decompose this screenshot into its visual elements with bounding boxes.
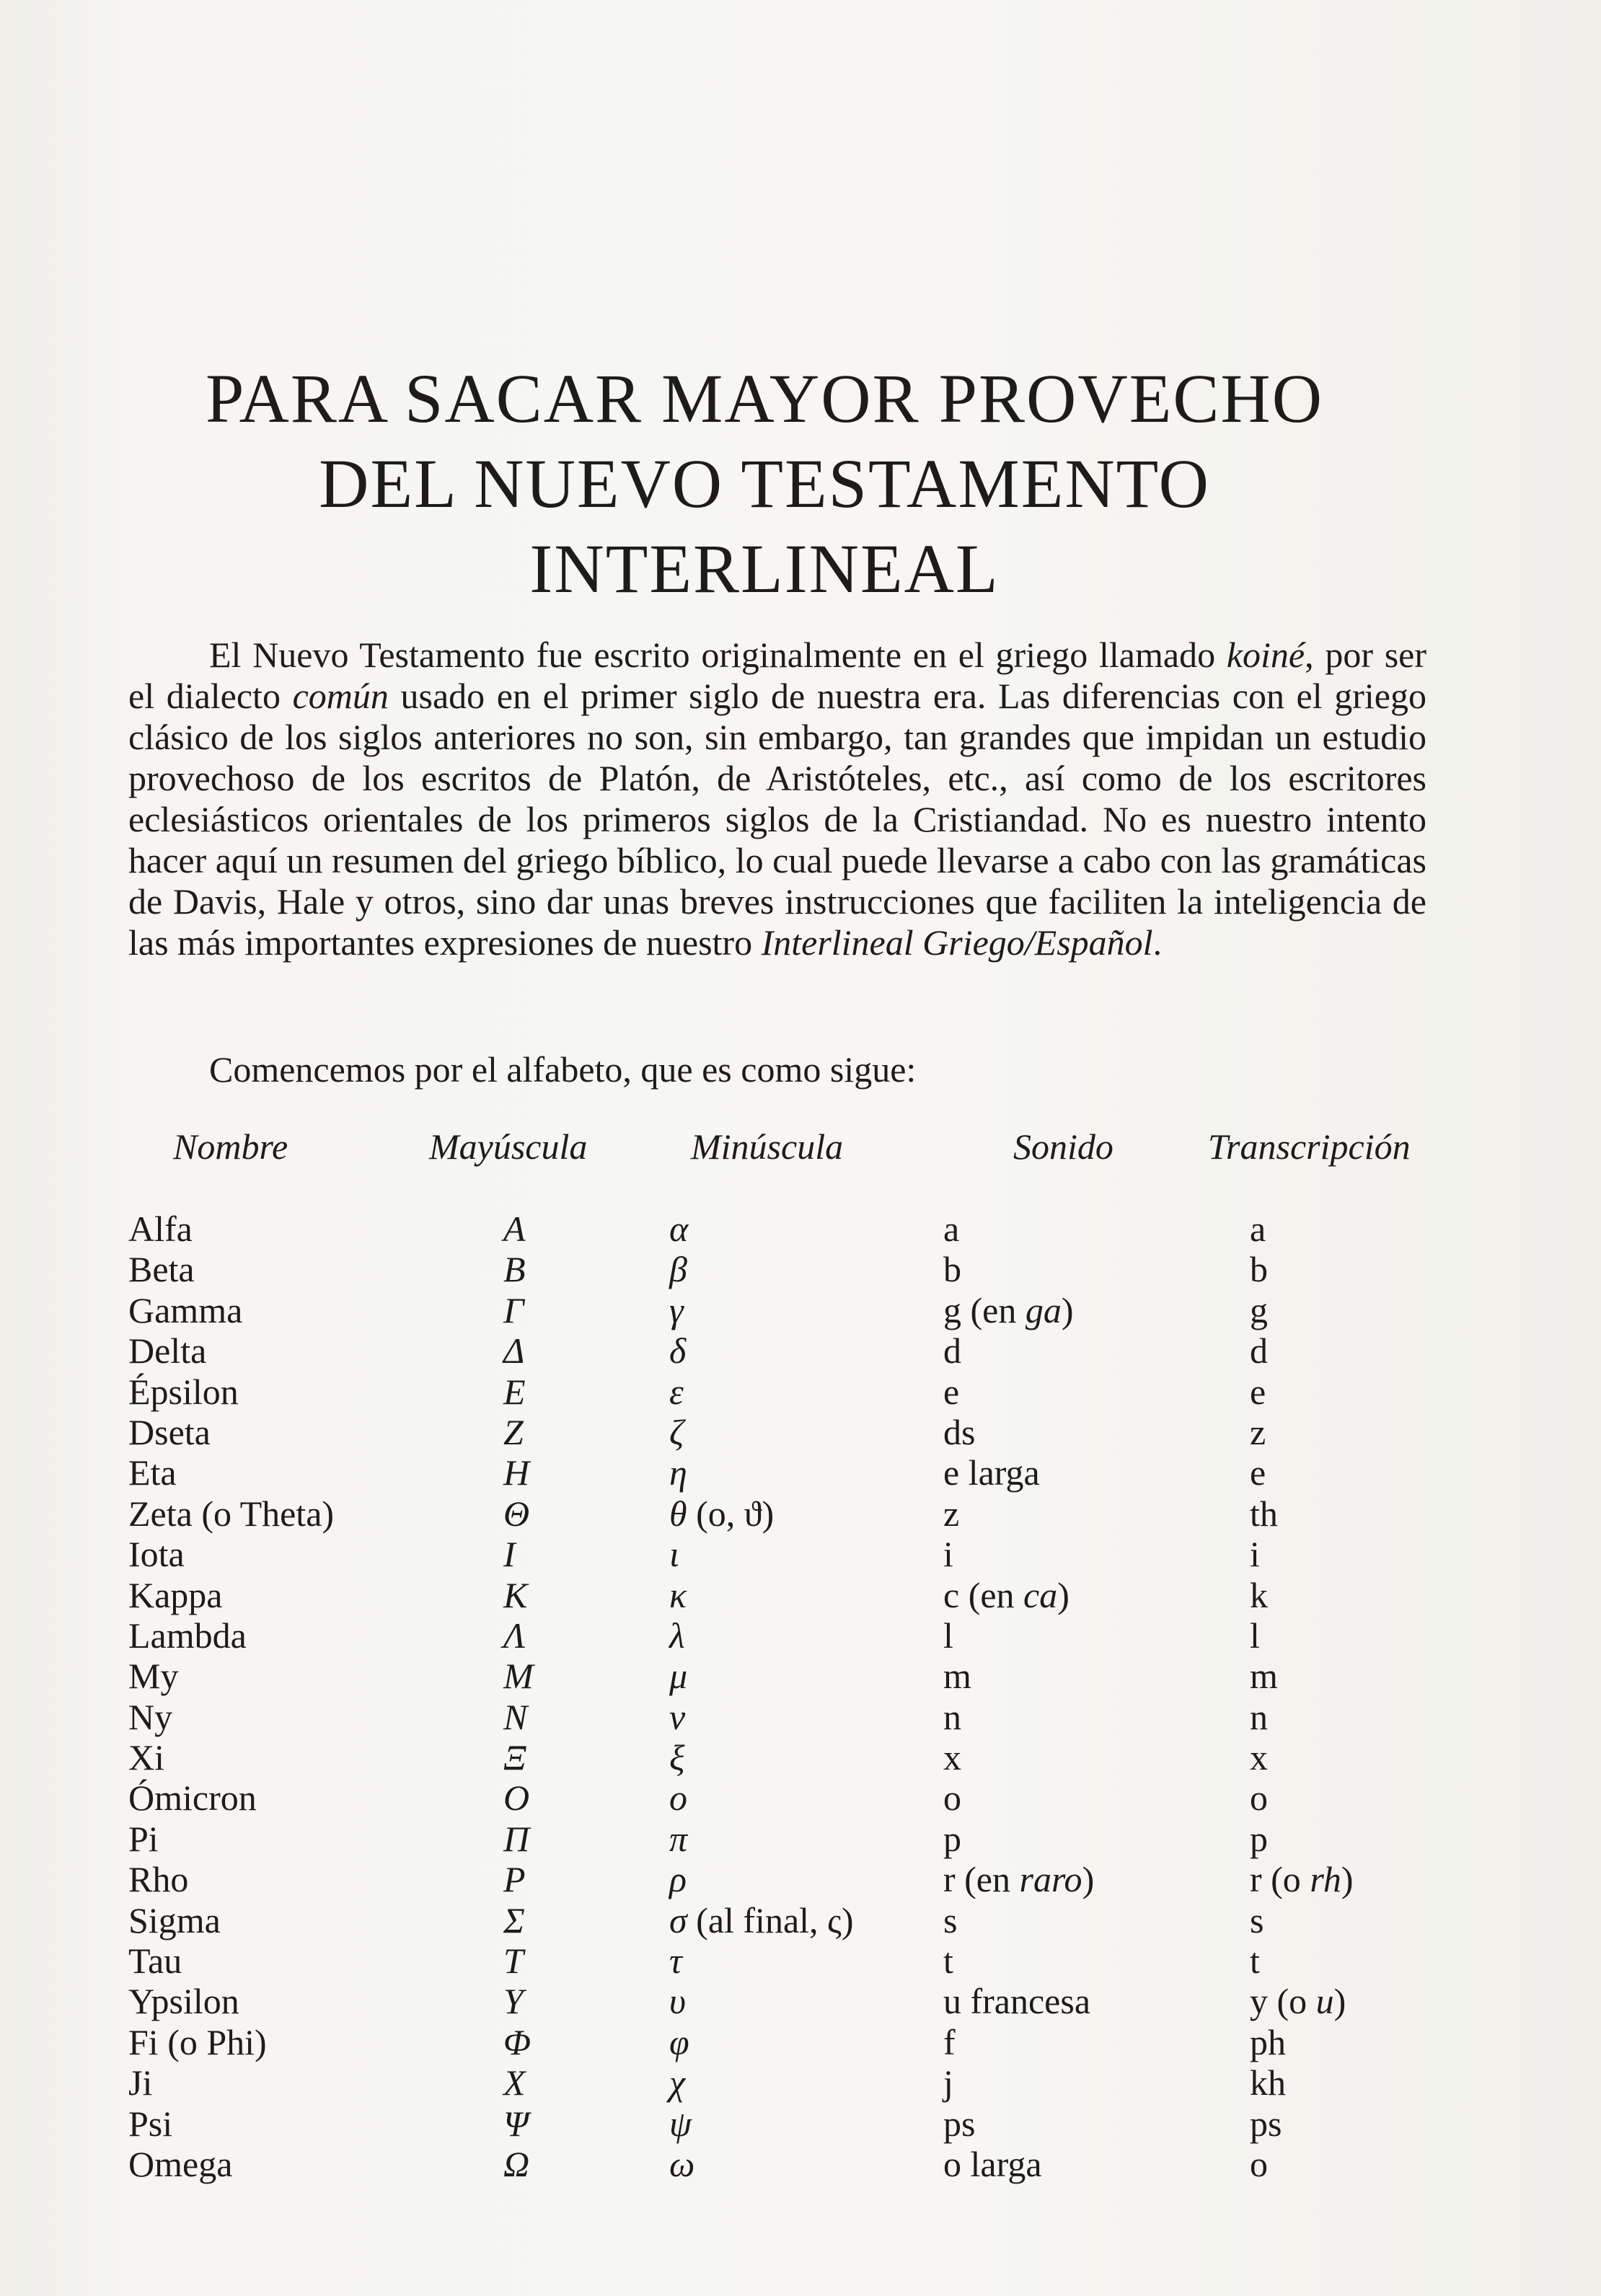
sound-cell: [943, 1249, 961, 1289]
lowercase-letter: γ: [669, 1289, 684, 1330]
lowercase-letter: ν: [669, 1696, 686, 1737]
sound-text: o larga: [943, 2143, 1042, 2184]
lowercase-cell: [669, 1981, 686, 2021]
sound-cell: [943, 1209, 959, 1249]
alphabet-intro: Comencemos por el alfabeto, que es como sigue:: [209, 1049, 917, 1090]
transcription-text: x: [1250, 1737, 1268, 1778]
lowercase-letter: κ: [669, 1574, 687, 1615]
letter-name: Iota: [128, 1534, 185, 1575]
sound-text: ps: [943, 2103, 976, 2144]
transcription-cell: [1250, 1900, 1263, 1940]
uppercase-letter: Ξ: [503, 1737, 526, 1778]
letter-name: Psi: [128, 2103, 173, 2144]
lowercase-cell: [669, 1819, 687, 1859]
sound-text: t: [943, 1940, 953, 1982]
intro-text-2: , por ser el dialecto: [128, 635, 1427, 716]
sound-text: u francesa: [943, 1981, 1091, 2022]
transcription-cell: [1250, 2022, 1286, 2062]
lowercase-cell: [669, 1737, 684, 1778]
uppercase-letter: Χ: [503, 2062, 526, 2103]
transcription-text: kh: [1250, 2062, 1286, 2103]
sound-cell: [943, 2062, 953, 2103]
uppercase-letter: Λ: [503, 1615, 526, 1656]
transcription-text: e: [1250, 1452, 1266, 1493]
lowercase-note: (o, ϑ): [687, 1493, 775, 1534]
table-row: [128, 1493, 1426, 1534]
uppercase-letter: Τ: [503, 1940, 524, 1982]
transcription-text: b: [1250, 1249, 1268, 1290]
uppercase-letter: Β: [503, 1249, 526, 1290]
uppercase-letter: Θ: [503, 1493, 530, 1534]
transcription-text: o: [1250, 2143, 1268, 2184]
transcription-cell: [1250, 2103, 1282, 2144]
intro-koine: koiné: [1226, 635, 1305, 675]
header-sound: Sonido: [1013, 1126, 1113, 1167]
lowercase-letter: ι: [669, 1534, 679, 1575]
sound-cell: [943, 1493, 959, 1534]
lowercase-cell: [669, 2062, 685, 2103]
transcription-text: i: [1250, 1534, 1260, 1575]
transcription-cell: [1250, 1249, 1268, 1289]
sound-cell: [943, 2022, 956, 2062]
lowercase-cell: [669, 1330, 686, 1371]
transcription-cell: [1250, 2062, 1286, 2103]
intro-text-4: .: [1152, 922, 1163, 963]
transcription-text: e: [1250, 1371, 1266, 1412]
letter-name: Zeta (o Theta): [128, 1493, 335, 1534]
sound-cell: [943, 1575, 1069, 1615]
sound-cell: [943, 1615, 953, 1656]
lowercase-letter: π: [669, 1818, 688, 1859]
letter-name: Pi: [128, 1818, 159, 1859]
transcription-cell: [1250, 1981, 1346, 2021]
lowercase-letter: ω: [669, 2143, 695, 2184]
letter-name: Alfa: [128, 1209, 193, 1249]
uppercase-letter: Α: [503, 1209, 526, 1249]
letter-name: Rho: [128, 1859, 189, 1900]
letter-name: Omega: [128, 2143, 233, 2184]
uppercase-letter: Κ: [503, 1574, 528, 1615]
header-trans: Transcripción: [1208, 1126, 1411, 1167]
sound-text: b: [943, 1249, 961, 1290]
intro-text-1: El Nuevo Testamento fue escrito originalmente en el griego llamado: [209, 635, 1227, 675]
lowercase-letter: τ: [669, 1940, 682, 1982]
sound-text: e: [943, 1371, 960, 1412]
transcription-text: k: [1250, 1574, 1268, 1615]
lowercase-cell: [669, 1778, 687, 1818]
transcription-text: y (o: [1250, 1981, 1316, 2022]
sound-cell: [943, 1737, 961, 1778]
transcription-text: g: [1250, 1289, 1268, 1330]
lowercase-letter: σ: [669, 1899, 687, 1940]
transcription-text: n: [1250, 1696, 1268, 1737]
table-row: [128, 1656, 1426, 1696]
lowercase-cell: [669, 1290, 684, 1330]
lowercase-letter: α: [669, 1209, 689, 1249]
transcription-text: ps: [1250, 2103, 1282, 2144]
letter-name: Épsilon: [128, 1371, 239, 1412]
table-row: [128, 1819, 1426, 1859]
sound-text: r (en: [943, 1859, 1020, 1900]
table-row: [128, 1372, 1426, 1412]
uppercase-letter: Υ: [503, 1981, 524, 2022]
transcription-text: a: [1250, 1209, 1266, 1249]
transcription-cell: [1250, 1372, 1266, 1412]
table-row: [128, 1697, 1426, 1737]
uppercase-letter: Ρ: [503, 1859, 526, 1900]
sound-text: l: [943, 1615, 953, 1656]
letter-name: Ypsilon: [128, 1981, 239, 2022]
lowercase-cell: [669, 1859, 687, 1899]
transcription-cell: [1250, 1290, 1268, 1330]
intro-comun: común: [292, 676, 389, 716]
transcription-alt: u: [1315, 1981, 1334, 2022]
lowercase-cell: [669, 1249, 687, 1289]
uppercase-letter: Ν: [503, 1696, 528, 1737]
sound-text: x: [943, 1737, 961, 1778]
lowercase-letter: χ: [669, 2062, 685, 2103]
uppercase-letter: Δ: [503, 1330, 525, 1372]
sound-cell: [943, 1452, 1040, 1493]
lowercase-cell: [669, 1940, 682, 1981]
table-row: [128, 1859, 1426, 1899]
sound-cell: [943, 2144, 1042, 2184]
lowercase-note: (al final, ς): [687, 1899, 854, 1940]
sound-text: o: [943, 1778, 961, 1819]
transcription-cell: [1250, 1209, 1266, 1249]
uppercase-letter: Ω: [503, 2143, 530, 2184]
transcription-text: r (o: [1250, 1859, 1310, 1900]
table-row: [128, 1737, 1426, 1778]
lowercase-letter: ρ: [669, 1859, 687, 1900]
lowercase-letter: ψ: [669, 2103, 692, 2144]
letter-name: Ji: [128, 2062, 153, 2103]
uppercase-letter: Γ: [503, 1289, 524, 1330]
lowercase-cell: [669, 1452, 687, 1493]
transcription-cell: [1250, 2144, 1268, 2184]
table-row: [128, 1290, 1426, 1330]
table-row: [128, 1900, 1426, 1940]
lowercase-letter: λ: [669, 1615, 685, 1656]
transcription-cell: [1250, 1778, 1268, 1818]
table-row: [128, 1330, 1426, 1371]
lowercase-letter: β: [669, 1249, 687, 1290]
lowercase-letter: ο: [669, 1778, 687, 1819]
lowercase-cell: [669, 1493, 774, 1534]
uppercase-letter: Ε: [503, 1371, 526, 1412]
lowercase-cell: [669, 1412, 684, 1452]
header-upper: Mayúscula: [429, 1126, 588, 1167]
uppercase-letter: Ο: [503, 1778, 530, 1819]
sound-text: a: [943, 1209, 960, 1249]
letter-name: My: [128, 1656, 179, 1697]
transcription-text: d: [1250, 1330, 1268, 1372]
letter-name: Gamma: [128, 1289, 243, 1330]
sound-cell: [943, 1697, 961, 1737]
lowercase-cell: [669, 1372, 684, 1412]
sound-cell: [943, 1819, 961, 1859]
lowercase-letter: ξ: [669, 1737, 685, 1778]
letter-name: Sigma: [128, 1899, 221, 1940]
header-lower: Minúscula: [691, 1126, 844, 1167]
transcription-text: p: [1250, 1818, 1268, 1859]
intro-paragraph: [128, 635, 1426, 963]
sound-example: ga: [1025, 1289, 1062, 1330]
sound-close: ): [1057, 1574, 1069, 1615]
transcription-text: t: [1250, 1940, 1260, 1982]
lowercase-letter: θ: [669, 1493, 687, 1534]
lowercase-cell: [669, 1656, 687, 1696]
sound-text: z: [943, 1493, 960, 1534]
letter-name: Delta: [128, 1330, 207, 1372]
table-row: [128, 2022, 1426, 2062]
letter-name: Fi (o Phi): [128, 2021, 267, 2062]
lowercase-letter: υ: [669, 1981, 686, 2022]
table-row: [128, 1412, 1426, 1452]
table-row: [128, 1981, 1426, 2021]
lowercase-letter: δ: [669, 1330, 687, 1372]
lowercase-cell: [669, 1615, 685, 1656]
sound-text: s: [943, 1899, 958, 1940]
sound-cell: [943, 1372, 959, 1412]
table-row: [128, 1534, 1426, 1574]
letter-name: Dseta: [128, 1411, 211, 1452]
transcription-cell: [1250, 1452, 1266, 1493]
table-row: [128, 2144, 1426, 2184]
letter-name: Ny: [128, 1696, 173, 1737]
lowercase-cell: [669, 2103, 692, 2144]
sound-cell: [943, 1330, 961, 1371]
lowercase-cell: [669, 1900, 853, 1940]
lowercase-letter: ε: [669, 1371, 684, 1412]
transcription-cell: [1250, 1534, 1260, 1574]
sound-example: ca: [1023, 1574, 1058, 1615]
letter-name: Ómicron: [128, 1778, 257, 1819]
uppercase-letter: Η: [503, 1452, 530, 1493]
transcription-cell: [1250, 1330, 1268, 1371]
sound-cell: [943, 2103, 975, 2144]
title-line-2: DEL NUEVO TESTAMENTO: [319, 445, 1210, 523]
sound-text: e larga: [943, 1452, 1040, 1493]
sound-text: p: [943, 1818, 961, 1859]
letter-name: Beta: [128, 1249, 195, 1290]
transcription-cell: [1250, 1697, 1268, 1737]
table-row: [128, 1249, 1426, 1289]
sound-text: ds: [943, 1411, 976, 1452]
letter-name: Eta: [128, 1452, 177, 1493]
lowercase-letter: μ: [669, 1656, 688, 1697]
table-row: [128, 1452, 1426, 1493]
sound-cell: [943, 1656, 971, 1696]
transcription-alt: rh: [1310, 1859, 1341, 1900]
uppercase-letter: Π: [503, 1818, 530, 1859]
sound-cell: [943, 1900, 957, 1940]
sound-text: d: [943, 1330, 961, 1372]
sound-cell: [943, 1412, 975, 1452]
intro-text-3: usado en el primer siglo de nuestra era. Las diferencias con el griego clásico de los siglos anteriores no son, sin embargo, tan grandes que impidan un estudio provechoso de los escritos de Platón, de Aristóteles, etc., así como de los escritores eclesiásticos orientales de los primeros siglos de la Cristiandad. No es nuestro intento hacer aquí un resumen del griego bíblico, lo cual puede llevarse a cabo con las gramáticas de Davis, Hale y otros, sino dar unas breves instrucciones que faciliten la inteligencia de las más importantes expresiones de nuestro: [128, 676, 1426, 963]
table-row: [128, 2062, 1426, 2103]
transcription-close: ): [1333, 1981, 1346, 2022]
transcription-cell: [1250, 1575, 1268, 1615]
transcription-cell: [1250, 1412, 1266, 1452]
sound-cell: [943, 1981, 1090, 2021]
sound-text: f: [943, 2021, 956, 2062]
letter-name: Kappa: [128, 1574, 223, 1615]
transcription-cell: [1250, 1737, 1268, 1778]
lowercase-cell: [669, 1697, 685, 1737]
sound-text: m: [943, 1656, 971, 1697]
lowercase-cell: [669, 1534, 679, 1574]
uppercase-letter: Ζ: [503, 1411, 524, 1452]
sound-example: raro: [1019, 1859, 1082, 1900]
lowercase-cell: [669, 2144, 694, 2184]
lowercase-letter: ζ: [669, 1411, 684, 1452]
lowercase-cell: [669, 1209, 688, 1249]
transcription-cell: [1250, 1859, 1354, 1899]
lowercase-cell: [669, 1575, 687, 1615]
table-row: [128, 1575, 1426, 1615]
table-row: [128, 2103, 1426, 2144]
sound-cell: [943, 1290, 1074, 1330]
title-line-1: PARA SACAR MAYOR PROVECHO: [205, 360, 1324, 438]
uppercase-letter: Μ: [503, 1656, 534, 1697]
table-row: [128, 1615, 1426, 1656]
letter-name: Xi: [128, 1737, 164, 1778]
transcription-cell: [1250, 1940, 1260, 1981]
transcription-cell: [1250, 1819, 1268, 1859]
header-name: Nombre: [173, 1126, 288, 1167]
sound-cell: [943, 1534, 953, 1574]
sound-cell: [943, 1778, 961, 1818]
transcription-text: th: [1250, 1493, 1278, 1534]
lowercase-cell: [669, 2022, 689, 2062]
uppercase-letter: Ψ: [503, 2103, 529, 2144]
sound-text: g (en: [943, 1289, 1026, 1330]
transcription-text: ph: [1250, 2021, 1286, 2062]
transcription-cell: [1250, 1615, 1260, 1656]
uppercase-letter: Φ: [503, 2021, 532, 2062]
sound-text: c (en: [943, 1574, 1024, 1615]
transcription-text: o: [1250, 1778, 1268, 1819]
sound-text: n: [943, 1696, 961, 1737]
transcription-text: z: [1250, 1411, 1266, 1452]
page-title: [108, 356, 1421, 611]
letter-name: Lambda: [128, 1615, 247, 1656]
transcription-text: m: [1250, 1656, 1278, 1697]
sound-close: ): [1082, 1859, 1095, 1900]
sound-cell: [943, 1940, 953, 1981]
alphabet-table: [128, 1209, 1426, 2184]
transcription-text: s: [1250, 1899, 1264, 1940]
transcription-cell: [1250, 1493, 1278, 1534]
lowercase-letter: η: [669, 1452, 687, 1493]
sound-text: j: [943, 2062, 953, 2103]
sound-cell: [943, 1859, 1094, 1899]
uppercase-letter: Ι: [503, 1534, 516, 1575]
table-row: [128, 1209, 1426, 1249]
table-row: [128, 1778, 1426, 1818]
transcription-close: ): [1341, 1859, 1354, 1900]
sound-text: i: [943, 1534, 953, 1575]
table-row: [128, 1940, 1426, 1981]
lowercase-letter: φ: [669, 2021, 689, 2062]
title-line-3: INTERLINEAL: [529, 530, 1000, 608]
intro-interlineal: Interlineal Griego/Español: [761, 922, 1153, 963]
uppercase-letter: Σ: [503, 1899, 525, 1940]
transcription-cell: [1250, 1656, 1278, 1696]
sound-close: ): [1061, 1289, 1074, 1330]
transcription-text: l: [1250, 1615, 1260, 1656]
letter-name: Tau: [128, 1940, 182, 1982]
